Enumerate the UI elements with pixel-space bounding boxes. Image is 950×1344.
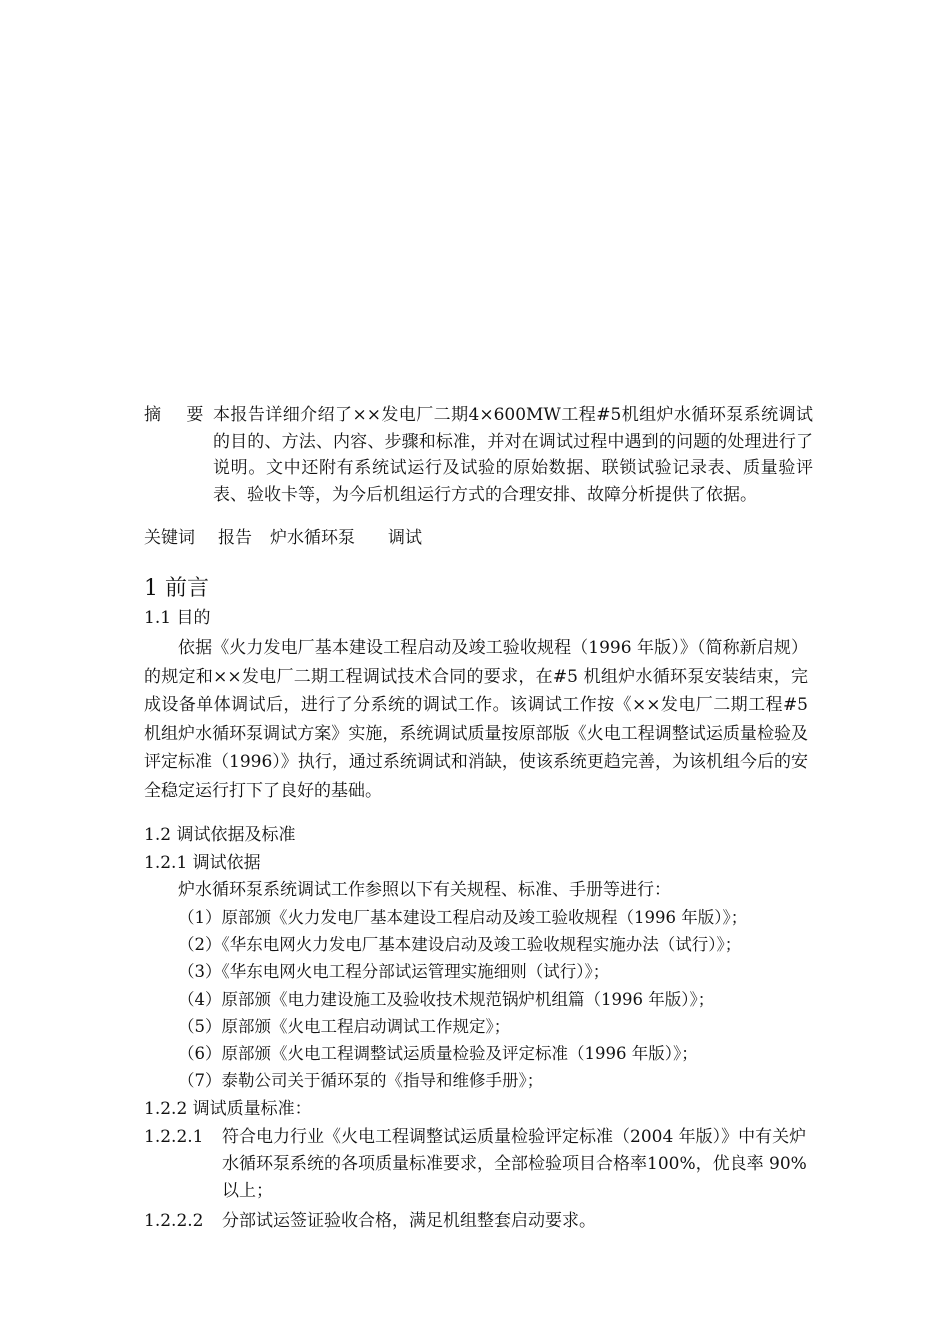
abstract-label: 摘 要 xyxy=(144,405,214,425)
list-item: （5）原部颁《火电工程启动调试工作规定》； xyxy=(178,1016,511,1036)
purpose-paragraph: 依据《火力发电厂基本建设工程启动及竣工验收规程（1996 年版）》（简称新启规）的规定和××发电厂二期工程调试技术合同的要求，在#5 机组炉水循环泵安装结束，完成设备单体调试后，进行了分系统的调试工作。该调试工作按《××发电厂二期工程#5 机组炉水循环泵调试方案》实施，系统调试质量按原部版《火电工程调整试运质量检验及评定标准（1996）》执行，通过系统调试和消缺，使该系统更趋完善，为该机组今后的安全稳定运行打下了良好的基础。 xyxy=(144,638,808,801)
clause-text: 符合电力行业《火电工程调整试运质量检验评定标准（2004 年版）》中有关炉水循环泵系统的各项质量标准要求，全部检验项目合格率100%，优良率 90%以上； xyxy=(222,1127,807,1201)
section-heading-basis-standards: 1.2 调试依据及标准 xyxy=(144,825,296,845)
basis-list xyxy=(178,904,747,1094)
abstract-text: 本报告详细介绍了××发电厂二期4×600MW工程#5机组炉水循环泵系统调试的目的、方法、内容、步骤和标准，并对在调试过程中遇到的问题的处理进行了说明。文中还附有系统试运行及试验的原始数据、联锁试验记录表、质量验评表、验收卡等，为今后机组运行方式的合理安排、故障分析提供了依据。 xyxy=(213,405,813,505)
keyword-item: 调试 xyxy=(388,528,422,548)
list-item: （7）泰勒公司关于循环泵的《指导和维修手册》； xyxy=(178,1071,544,1091)
section-heading-preface: 1 前言 xyxy=(144,576,209,601)
list-item: （6）原部颁《火电工程调整试运质量检验及评定标准（1996 年版）》； xyxy=(178,1044,698,1064)
basis-intro: 炉水循环泵系统调试工作参照以下有关规程、标准、手册等进行： xyxy=(178,880,671,900)
clause-number: 1.2.2.2 xyxy=(144,1211,204,1231)
clause-text: 分部试运签证验收合格，满足机组整套启动要求。 xyxy=(222,1211,596,1231)
list-item: （1）原部颁《火力发电厂基本建设工程启动及竣工验收规程（1996 年版）》； xyxy=(178,908,748,927)
section-heading-quality-standards: 1.2.2 调试质量标准： xyxy=(144,1099,312,1119)
section-heading-purpose: 1.1 目的 xyxy=(144,608,211,628)
list-item: （4）原部颁《电力建设施工及验收技术规范锅炉机组篇（1996 年版）》； xyxy=(178,989,715,1009)
clause-number: 1.2.2.1 xyxy=(144,1127,204,1147)
keywords-label: 关键词 xyxy=(144,528,195,548)
keyword-item: 报告 xyxy=(218,528,252,548)
keyword-item: 炉水循环泵 xyxy=(270,528,355,548)
list-item: （3）《华东电网火电工程分部试运管理实施细则（试行）》； xyxy=(178,962,610,982)
section-heading-basis: 1.2.1 调试依据 xyxy=(144,853,261,873)
list-item: （2）《华东电网火力发电厂基本建设启动及竣工验收规程实施办法（试行）》； xyxy=(178,935,742,955)
